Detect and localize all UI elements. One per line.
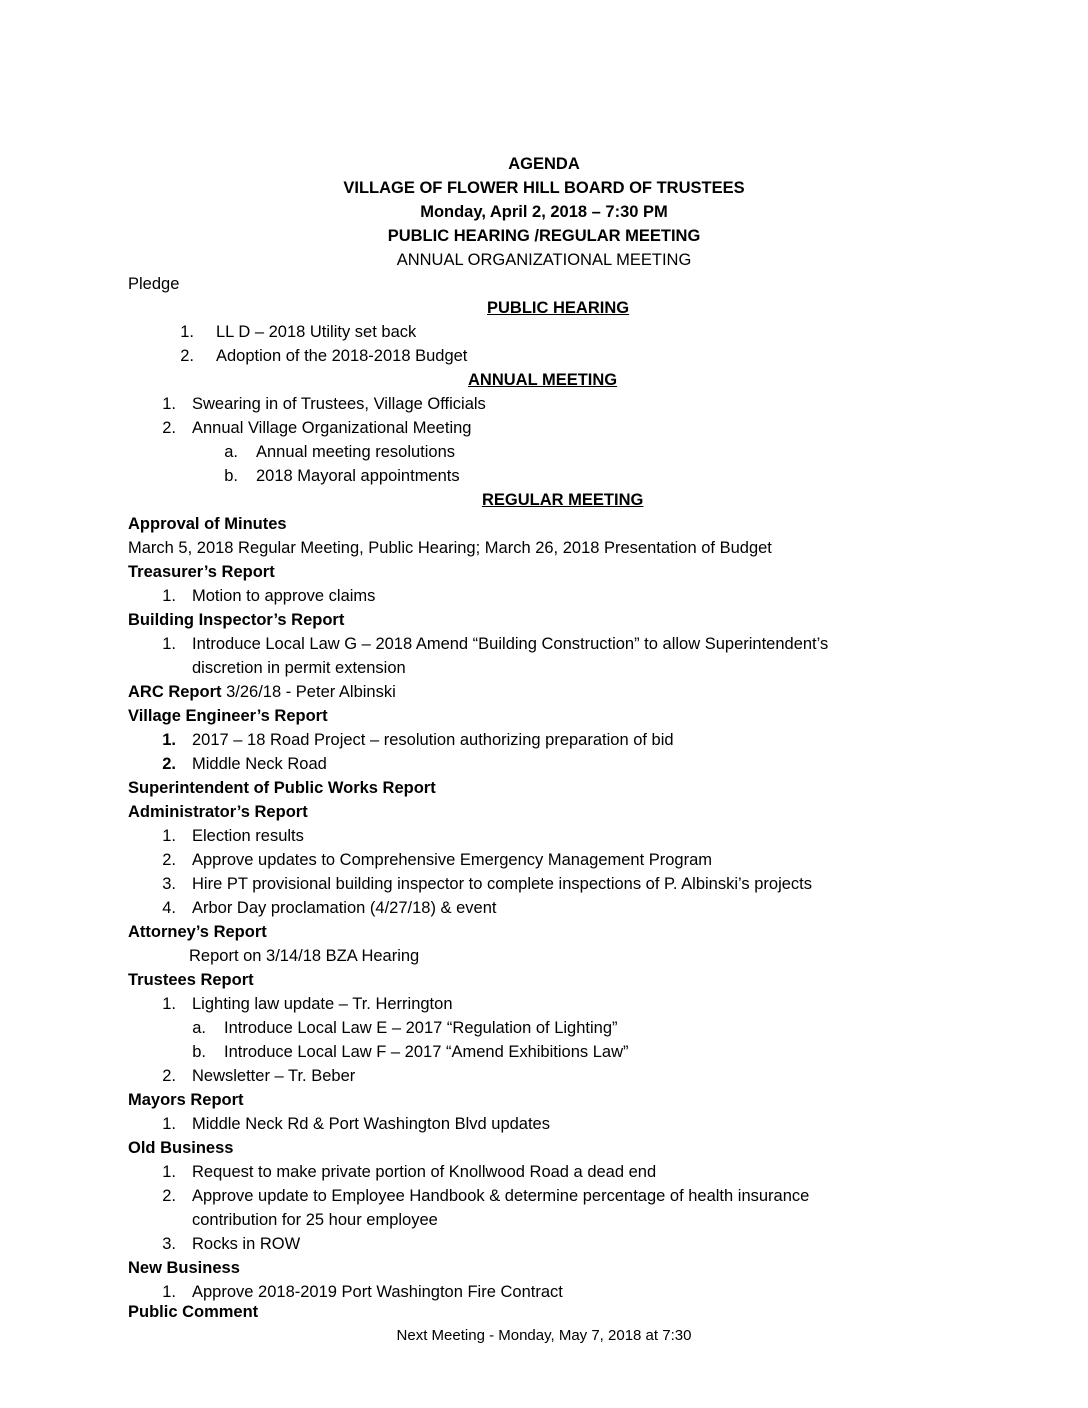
list-item: Swearing in of Trustees, Village Officials — [192, 395, 486, 413]
sub-item: 2018 Mayoral appointments — [256, 467, 460, 485]
meeting-type: PUBLIC HEARING /REGULAR MEETING — [387, 227, 701, 245]
regular-meeting-heading: REGULAR MEETING — [482, 491, 644, 509]
list-item: Middle Neck Road — [192, 755, 327, 773]
list-item: Approve updates to Comprehensive Emergency Management Program — [192, 851, 713, 869]
list-item-number: 2. — [162, 1067, 176, 1085]
annual-meeting-subtitle: ANNUAL ORGANIZATIONAL MEETING — [396, 251, 692, 269]
public-comment-heading: Public Comment — [128, 1303, 259, 1321]
list-item: Hire PT provisional building inspector to complete inspections of P. Albinski’s projects — [192, 875, 812, 893]
board-name: VILLAGE OF FLOWER HILL BOARD OF TRUSTEES — [343, 179, 745, 197]
list-item: Introduce Local Law G – 2018 Amend “Building Construction” to allow Superintendent’s — [192, 635, 829, 653]
arc-report-text: 3/26/18 - Peter Albinski — [221, 683, 396, 701]
list-item: Approve update to Employee Handbook & determine percentage of health insurance — [192, 1187, 810, 1205]
public-hearing-heading: PUBLIC HEARING — [487, 299, 630, 317]
trustees-report-heading: Trustees Report — [128, 971, 254, 989]
old-business-heading: Old Business — [128, 1139, 234, 1157]
treasurer-report-heading: Treasurer’s Report — [128, 563, 275, 581]
administrator-report-heading: Administrator’s Report — [128, 803, 308, 821]
list-item-number: 1. — [180, 323, 194, 341]
list-item-number: 3. — [162, 875, 176, 893]
list-item-number: 4. — [162, 899, 176, 917]
list-item-number: 2. — [180, 347, 194, 365]
list-item: 2017 – 18 Road Project – resolution authorizing preparation of bid — [192, 731, 674, 749]
list-item: Annual Village Organizational Meeting — [192, 419, 472, 437]
building-inspector-report-heading: Building Inspector’s Report — [128, 611, 345, 629]
approval-of-minutes-heading: Approval of Minutes — [128, 515, 287, 533]
approval-of-minutes-text: March 5, 2018 Regular Meeting, Public Hearing; March 26, 2018 Presentation of Budget — [128, 539, 772, 557]
sub-item: Annual meeting resolutions — [256, 443, 456, 461]
list-item-number: 1. — [162, 1283, 176, 1301]
list-item-number: 2. — [162, 1187, 176, 1205]
sub-item-letter: b. — [192, 1043, 206, 1061]
arc-report-heading: ARC Report — [128, 683, 222, 701]
list-item-number: 1. — [162, 587, 176, 605]
next-meeting-footer: Next Meeting - Monday, May 7, 2018 at 7:30 — [396, 1327, 692, 1344]
attorney-report-text: Report on 3/14/18 BZA Hearing — [189, 947, 420, 965]
list-item: Arbor Day proclamation (4/27/18) & event — [192, 899, 497, 917]
annual-meeting-heading: ANNUAL MEETING — [468, 371, 618, 389]
list-item-number: 1. — [162, 635, 176, 653]
new-business-heading: New Business — [128, 1259, 240, 1277]
list-item-number: 1. — [162, 995, 176, 1013]
list-item-number: 1. — [162, 827, 176, 845]
attorney-report-heading: Attorney’s Report — [128, 923, 267, 941]
list-item: Adoption of the 2018-2018 Budget — [216, 347, 468, 365]
list-item-number: 2. — [162, 755, 176, 773]
sub-item: Introduce Local Law F – 2017 “Amend Exhibitions Law” — [224, 1043, 629, 1061]
arc-report-line — [128, 680, 396, 704]
list-item: Approve 2018-2019 Port Washington Fire Contract — [192, 1283, 563, 1301]
list-item-continuation: contribution for 25 hour employee — [192, 1211, 438, 1229]
pledge: Pledge — [128, 275, 180, 293]
list-item-continuation: discretion in permit extension — [192, 659, 406, 677]
list-item: Motion to approve claims — [192, 587, 376, 605]
list-item: Lighting law update – Tr. Herrington — [192, 995, 453, 1013]
list-item: LL D – 2018 Utility set back — [216, 323, 417, 341]
list-item-number: 3. — [162, 1235, 176, 1253]
list-item-number: 1. — [162, 1115, 176, 1133]
sub-item-letter: a. — [192, 1019, 206, 1037]
mayors-report-heading: Mayors Report — [128, 1091, 244, 1109]
agenda-title: AGENDA — [508, 155, 580, 173]
list-item-number: 1. — [162, 1163, 176, 1181]
list-item: Rocks in ROW — [192, 1235, 301, 1253]
list-item: Request to make private portion of Knollwood Road a dead end — [192, 1163, 657, 1181]
sub-item: Introduce Local Law E – 2017 “Regulation of Lighting” — [224, 1019, 618, 1037]
sub-item-letter: a. — [224, 443, 238, 461]
list-item-number: 2. — [162, 419, 176, 437]
village-engineer-report-heading: Village Engineer’s Report — [128, 707, 328, 725]
meeting-date: Monday, April 2, 2018 – 7:30 PM — [420, 203, 668, 221]
list-item-number: 1. — [162, 731, 176, 749]
list-item: Election results — [192, 827, 304, 845]
list-item: Middle Neck Rd & Port Washington Blvd updates — [192, 1115, 550, 1133]
list-item-number: 2. — [162, 851, 176, 869]
list-item-number: 1. — [162, 395, 176, 413]
superintendent-report-heading: Superintendent of Public Works Report — [128, 779, 436, 797]
list-item: Newsletter – Tr. Beber — [192, 1067, 356, 1085]
sub-item-letter: b. — [224, 467, 238, 485]
